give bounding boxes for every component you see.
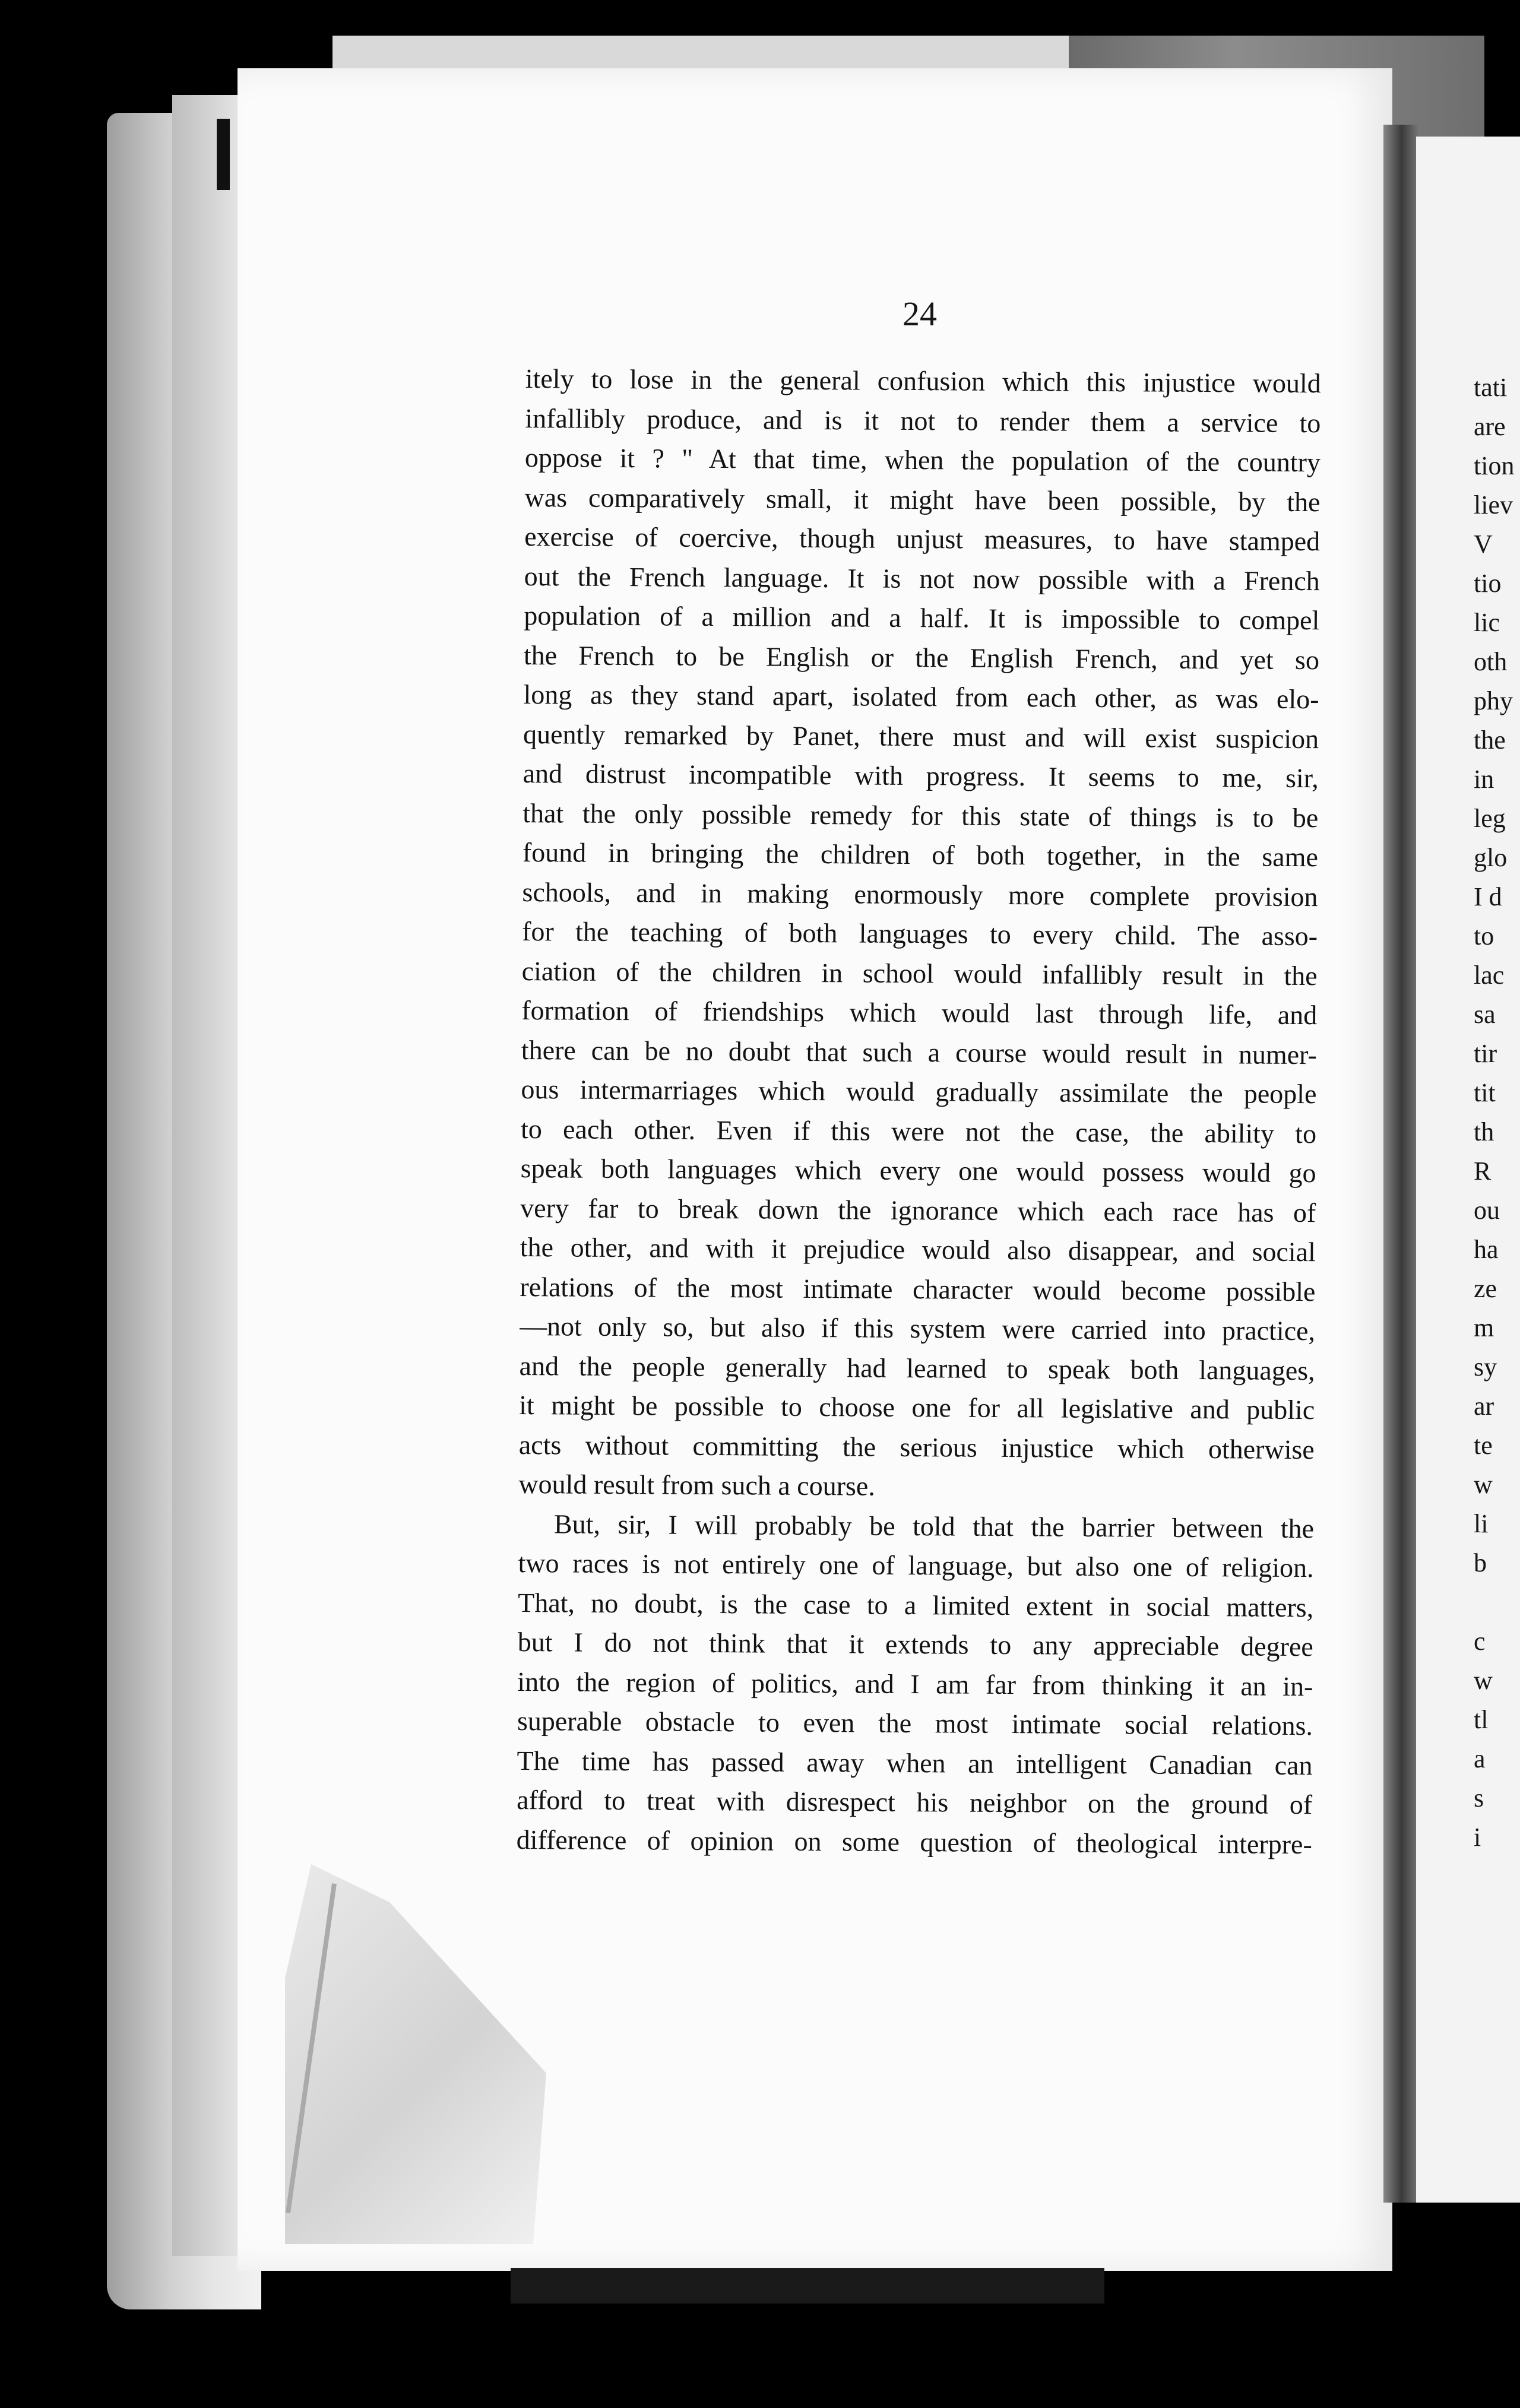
text-line: —not only so, but also if this system were carried into practice, [519,1310,1316,1346]
facing-text-fragment: w [1474,1470,1493,1499]
facing-text-fragment: a [1474,1744,1486,1773]
text-line: to each other. Even if this were not the case, the ability to [520,1113,1317,1149]
edge-mark [217,119,230,190]
facing-text-fragment: lic [1474,608,1500,637]
facing-text-fragment: b [1474,1548,1487,1577]
facing-text-fragment: w [1474,1666,1493,1695]
facing-text-fragment: I d [1474,882,1502,911]
facing-text-fragment: tion [1474,451,1515,480]
text-line: out the French language. It is not now possible with a French [524,560,1320,596]
text-line: found in bringing the children of both together, in the same [522,837,1319,873]
bottom-gutter [511,2268,1104,2304]
text-line: population of a million and a half. It is impossible to compel [524,600,1320,636]
text-line: would result from such a course. [518,1468,875,1501]
text-line: that the only possible remedy for this state of things is to be [522,797,1319,833]
page-number: 24 [902,294,937,333]
text-line: oppose it ? " At that time, when the population of the country [524,442,1321,478]
facing-text-fragment: phy [1474,686,1513,715]
text-line: for the teaching of both languages to every child. The asso- [521,915,1318,952]
text-line: was comparatively small, it might have been possible, by the [524,481,1320,517]
text-line: infallibly produce, and is it not to render them a service to [525,403,1321,438]
text-line: quently remarked by Panet, there must and will exist suspicion [522,718,1319,754]
facing-text-fragment: te [1474,1431,1493,1460]
facing-page-text [1474,368,1520,1857]
facing-text-fragment: tit [1474,1078,1496,1107]
body-text [517,359,1321,1864]
facing-text-fragment: ze [1474,1274,1497,1303]
text-line: two races is not entirely one of language, but also one of religion. [518,1547,1314,1583]
facing-text-fragment: liev [1474,490,1513,519]
facing-text-fragment: i [1474,1823,1481,1852]
facing-text-fragment: ou [1474,1196,1500,1225]
facing-text-fragment: glo [1474,843,1508,872]
facing-text-fragment: lac [1474,961,1505,990]
facing-text-fragment: th [1474,1117,1494,1146]
text-line: speak both languages which every one would possess would go [520,1152,1316,1189]
text-line: schools, and in making enormously more complete provision [522,876,1318,912]
facing-text-fragment: ar [1474,1392,1494,1421]
text-line: That, no doubt, is the case to a limited extent in social matters, [518,1587,1314,1623]
text-line: and the people generally had learned to speak both languages, [519,1350,1315,1386]
facing-text-fragment [1474,1583,1520,1622]
text-line: it might be possible to choose one for all legislative and public [519,1389,1315,1425]
facing-text-fragment: ha [1474,1235,1499,1264]
facing-text-fragment: li [1474,1509,1489,1538]
text-line: formation of friendships which would last through life, and [521,994,1318,1031]
facing-text-fragment: tati [1474,373,1508,402]
facing-text-fragment: m [1474,1313,1494,1342]
facing-text-fragment: tir [1474,1039,1497,1068]
text-line: superable obstacle to even the most intimate social relations. [517,1705,1313,1741]
facing-text-fragment: tl [1474,1705,1489,1734]
text-line: But, sir, I will probably be told that the barrier between the [553,1508,1315,1544]
text-line: very far to break down the ignorance which each race has of [520,1192,1316,1228]
text-line: ous intermarriages which would gradually assimilate the people [521,1073,1317,1110]
facing-text-fragment: V [1474,530,1493,559]
text-line: difference of opinion on some question of theological interpre- [516,1824,1312,1859]
facing-text-fragment: the [1474,725,1506,755]
facing-text-fragment: to [1474,921,1494,950]
facing-text-fragment: s [1474,1783,1484,1813]
text-line: itely to lose in the general confusion which this injustice would [525,363,1321,399]
text-line: acts without committing the serious injustice which otherwise [518,1429,1315,1465]
text-line: The time has passed away when an intelligent Canadian can [517,1745,1313,1780]
facing-text-fragment: R [1474,1157,1492,1186]
facing-text-fragment: oth [1474,647,1508,676]
text-line: the other, and with it prejudice would also disappear, and social [520,1231,1316,1268]
facing-text-fragment: in [1474,765,1494,794]
facing-text-fragment: are [1474,412,1506,441]
text-line: the French to be English or the English French, and yet so [523,639,1320,675]
facing-text-fragment: sa [1474,1000,1496,1029]
text-line: but I do not think that it extends to any appreciable degree [517,1626,1313,1662]
text-line: exercise of coercive, though unjust measures, to have stamped [524,521,1320,557]
book-spine-shadow [1383,125,1419,2203]
text-line: afford to treat with disrespect his neighbor on the ground of [517,1784,1313,1820]
text-line: and distrust incompatible with progress. It seems to me, sir, [522,758,1319,794]
facing-text-fragment: leg [1474,804,1506,833]
text-line: there can be no doubt that such a course would result in numer- [521,1034,1318,1070]
text-line: into the region of politics, and I am far from thinking it an in- [517,1666,1313,1702]
facing-text-fragment: tio [1474,569,1502,598]
text-line: ciation of the children in school would infallibly result in the [521,955,1318,991]
text-line: relations of the most intimate character would become possible [520,1271,1316,1307]
text-line: long as they stand apart, isolated from each other, as was elo- [523,679,1319,715]
facing-text-fragment: sy [1474,1352,1497,1382]
facing-text-fragment: c [1474,1627,1486,1656]
